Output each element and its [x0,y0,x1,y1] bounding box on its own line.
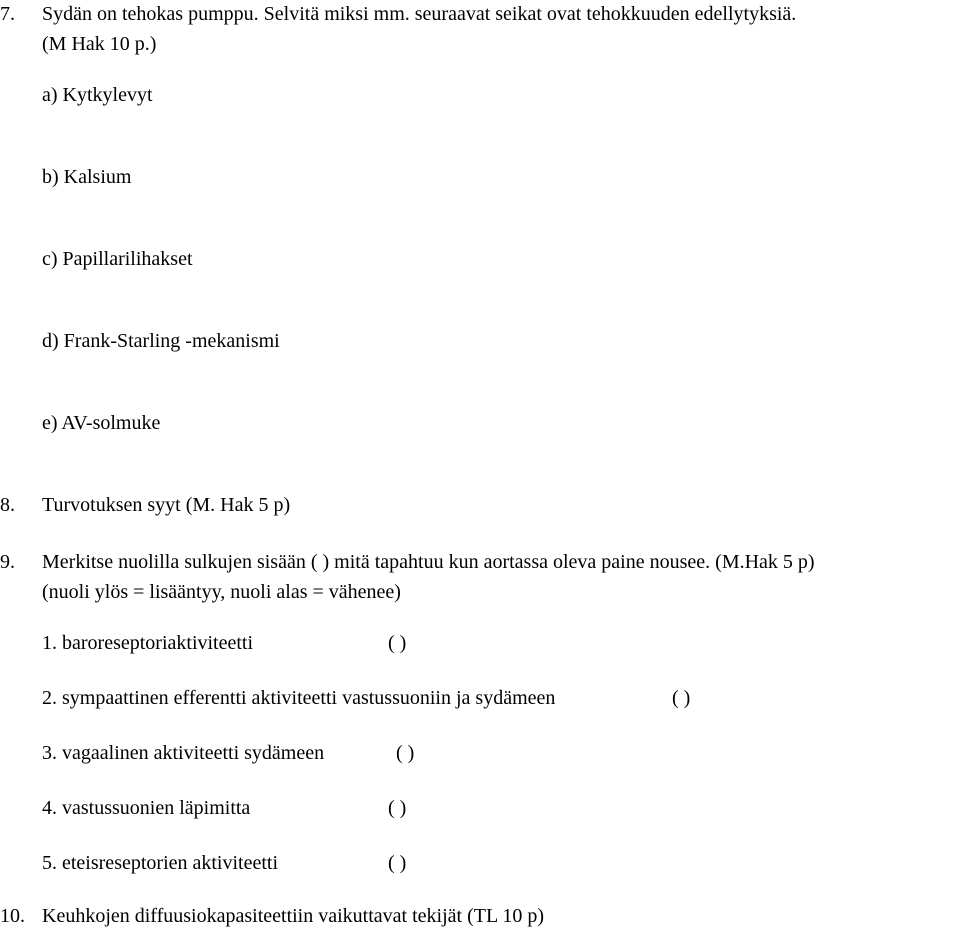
question-7-item-e: e) AV-solmuke [42,412,161,434]
question-9-item-5: 5. eteisreseptorien aktiviteetti [42,852,279,874]
question-8-number: 8. [0,494,15,516]
question-7-item-d: d) Frank-Starling -mekanismi [42,330,280,352]
question-9-item-3-answer[interactable]: ( ) [396,742,415,764]
question-7-item-c: c) Papillarilihakset [42,248,193,270]
question-9-item-2-answer[interactable]: ( ) [672,687,691,709]
question-7-points: (M Hak 10 p.) [42,33,157,55]
question-7-item-b: b) Kalsium [42,166,132,188]
question-9-item-5-answer[interactable]: ( ) [388,852,407,874]
question-9-item-2: 2. sympaattinen efferentti aktiviteetti vastussuoniin ja sydämeen [42,687,556,709]
question-7 [0,2,15,26]
question-10-text: Keuhkojen diffuusiokapasiteettiin vaikuttavat tekijät (TL 10 p) [42,905,545,927]
question-9-item-1-answer[interactable]: ( ) [388,632,407,654]
question-9-item-4: 4. vastussuonien läpimitta [42,797,251,819]
question-9-text: Merkitse nuolilla sulkujen sisään ( ) mitä tapahtuu kun aortassa oleva paine nousee. (M.Hak 5 p) [42,551,815,573]
question-9-subtext: (nuoli ylös = lisääntyy, nuoli alas = vähenee) [42,581,401,603]
question-9-number: 9. [0,551,15,573]
question-7-number: 7. [0,3,15,25]
question-9-item-1: 1. baroreseptoriaktiviteetti [42,632,254,654]
question-8-text: Turvotuksen syyt (M. Hak 5 p) [42,494,291,516]
question-7-item-a: a) Kytkylevyt [42,84,153,106]
question-10-number: 10. [0,905,25,927]
question-9-item-4-answer[interactable]: ( ) [388,797,407,819]
question-9-item-3: 3. vagaalinen aktiviteetti sydämeen [42,742,325,764]
question-7-text: Sydän on tehokas pumppu. Selvitä miksi mm. seuraavat seikat ovat tehokkuuden edellytyksiä. [42,3,797,25]
